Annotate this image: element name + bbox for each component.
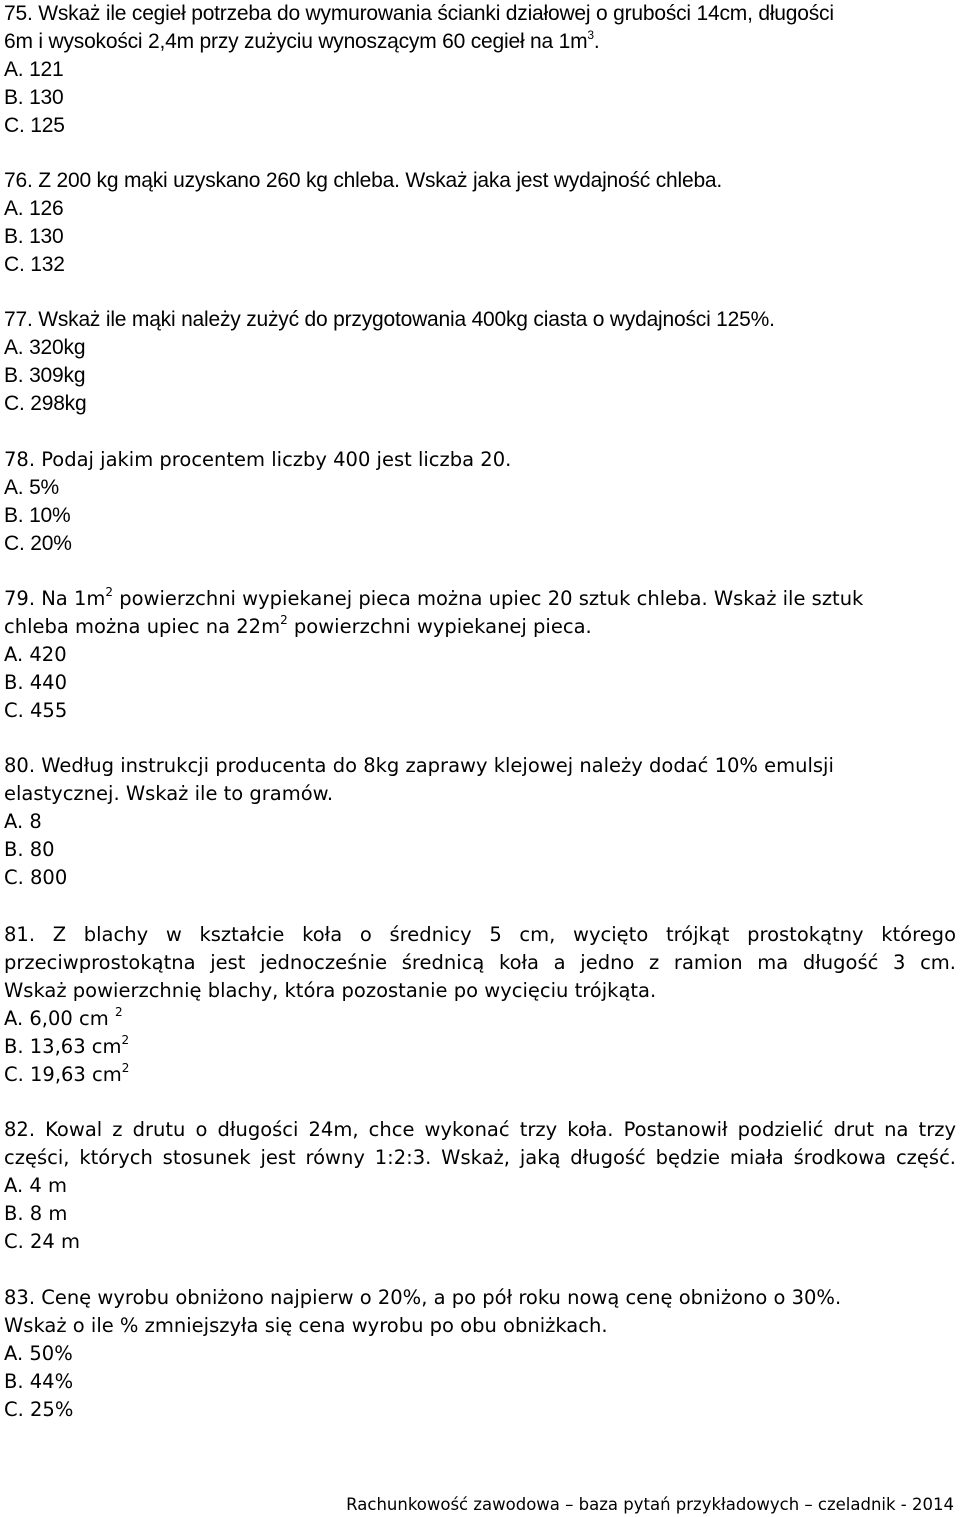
text-run: elastycznej. Wskaż ile to gramów. (4, 782, 334, 805)
question-78 (4, 446, 956, 558)
text-run: C. 19,63 cm (4, 1063, 122, 1086)
question-text-line (4, 306, 956, 334)
text-run: 78. Podaj jakim procentem liczby 400 jest liczba 20. (4, 448, 512, 471)
text-run: przeciwprostokątna jest jednocześnie średnicą koła a jedno z ramion ma długość 3 cm. (4, 951, 956, 974)
question-text-line (4, 949, 956, 977)
answer-option: B. 10% (4, 504, 71, 527)
answer-option: B. 8 m (4, 1202, 68, 1225)
page-footer: Rachunkowość zawodowa – baza pytań przykładowych – czeladnik - 2014 (346, 1495, 954, 1514)
answer-option: C. 25% (4, 1398, 74, 1421)
question-text-line (4, 752, 956, 780)
question-77 (4, 306, 956, 418)
superscript: 2 (105, 585, 113, 599)
text-run: 77. Wskaż ile mąki należy zużyć do przygotowania 400kg ciasta o wydajności 125%. (4, 308, 775, 331)
answer-option: B. 309kg (4, 364, 86, 387)
text-run: A. 6,00 cm (4, 1007, 115, 1030)
superscript: 2 (114, 1005, 123, 1019)
question-83 (4, 1284, 956, 1424)
question-text-line (4, 1116, 956, 1144)
text-run: . (593, 30, 600, 53)
text-run: Wskaż powierzchnię blachy, która pozostanie po wycięciu trójkąta. (4, 979, 657, 1002)
question-text-line (4, 1144, 956, 1172)
text-run: powierzchni wypiekanej pieca można upiec 20 sztuk chleba. Wskaż ile sztuk (113, 587, 864, 610)
answer-option: A. 126 (4, 197, 64, 220)
text-run: B. 13,63 cm (4, 1035, 122, 1058)
answer-option (4, 1061, 956, 1089)
superscript: 2 (121, 1061, 130, 1075)
question-79 (4, 585, 956, 725)
question-text-line (4, 585, 956, 613)
text-run: 81. Z blachy w kształcie koła o średnicy 5 cm, wycięto trójkąt prostokątny którego (4, 923, 956, 946)
text-run: Wskaż o ile % zmniejszyła się cena wyrobu po obu obniżkach. (4, 1314, 608, 1337)
text-run: chleba można upiec na 22m (4, 615, 281, 638)
text-run: 76. Z 200 kg mąki uzyskano 260 kg chleba. Wskaż jaka jest wydajność chleba. (4, 169, 723, 192)
answer-option: B. 44% (4, 1370, 74, 1393)
question-text-line (4, 28, 956, 56)
question-text-line (4, 0, 956, 28)
text-run: 75. Wskaż ile cegieł potrzeba do wymurowania ścianki działowej o grubości 14cm, długości (4, 2, 834, 25)
answer-option: C. 20% (4, 532, 72, 555)
text-run: powierzchni wypiekanej pieca. (287, 615, 592, 638)
answer-option (4, 1033, 956, 1061)
text-run: 6m i wysokości 2,4m przy zużyciu wynoszącym 60 cegieł na 1m (4, 30, 588, 53)
answer-option: C. 24 m (4, 1230, 81, 1253)
superscript: 3 (587, 28, 594, 42)
text-run: 79. Na 1m (4, 587, 106, 610)
superscript: 2 (121, 1033, 130, 1047)
answer-option: A. 5% (4, 476, 60, 499)
question-text-line (4, 1312, 956, 1340)
question-82 (4, 1116, 956, 1256)
answer-option (4, 1005, 956, 1033)
answer-option: C. 125 (4, 114, 65, 137)
question-75 (4, 0, 956, 140)
question-text-line (4, 446, 956, 474)
question-76 (4, 167, 956, 279)
question-80 (4, 752, 956, 892)
answer-option: A. 50% (4, 1342, 73, 1365)
answer-option: A. 8 (4, 810, 42, 833)
answer-option: C. 132 (4, 253, 65, 276)
answer-option: A. 320kg (4, 336, 86, 359)
question-81 (4, 921, 956, 1089)
answer-option: C. 455 (4, 699, 68, 722)
answer-option: B. 130 (4, 86, 64, 109)
question-text-line (4, 977, 956, 1005)
text-run: 83. Cenę wyrobu obniżono najpierw o 20%, a po pół roku nową cenę obniżono o 30%. (4, 1286, 842, 1309)
answer-option: A. 121 (4, 58, 64, 81)
answer-option: B. 130 (4, 225, 64, 248)
superscript: 2 (280, 613, 288, 627)
question-text-line (4, 613, 956, 641)
question-text-line (4, 1284, 956, 1312)
question-text-line (4, 921, 956, 949)
answer-option: A. 420 (4, 643, 67, 666)
text-run: 82. Kowal z drutu o długości 24m, chce wykonać trzy koła. Postanowił podzielić drut na trzy (4, 1118, 956, 1141)
answer-option: A. 4 m (4, 1174, 67, 1197)
answer-option: B. 440 (4, 671, 67, 694)
text-run: 80. Według instrukcji producenta do 8kg zaprawy klejowej należy dodać 10% emulsji (4, 754, 834, 777)
answer-option: C. 800 (4, 866, 68, 889)
question-text-line (4, 780, 956, 808)
answer-option: C. 298kg (4, 392, 87, 415)
question-text-line (4, 167, 956, 195)
text-run: części, których stosunek jest równy 1:2:3. Wskaż, jaką długość będzie miała środkowa część. (4, 1146, 956, 1169)
answer-option: B. 80 (4, 838, 55, 861)
